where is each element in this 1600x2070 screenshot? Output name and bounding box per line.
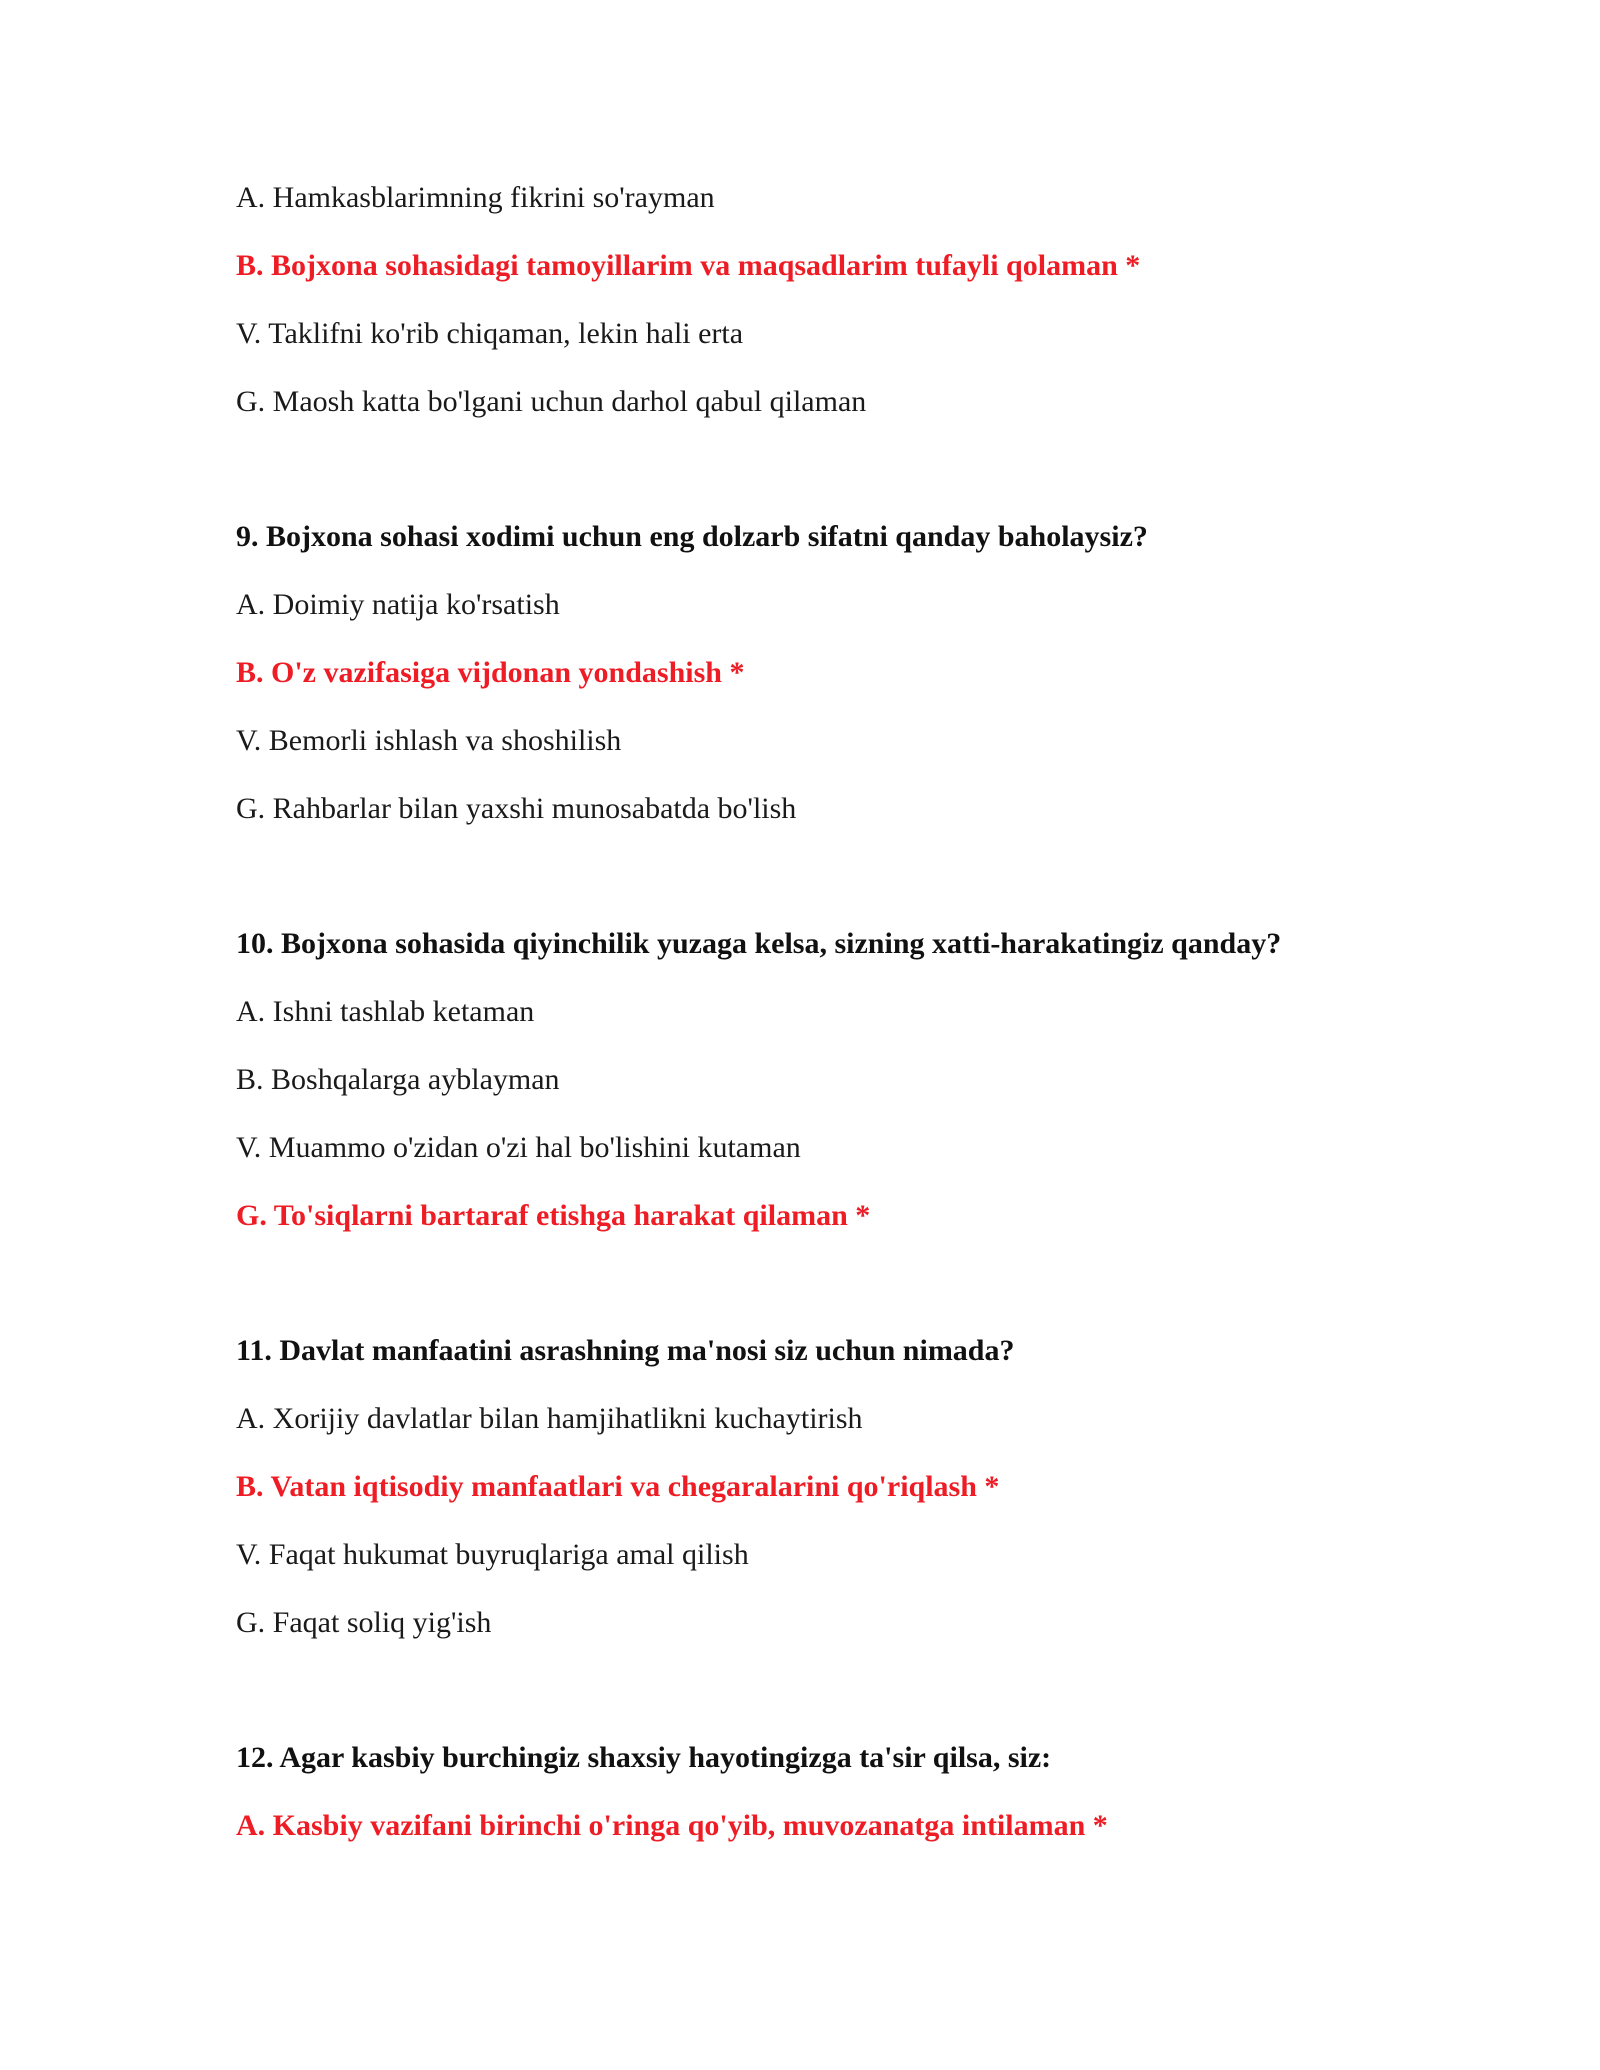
- q8-option-b-correct: B. Bojxona sohasidagi tamoyillarim va maqsadlarim tufayli qolaman *: [236, 249, 1141, 282]
- q11-option-g: G. Faqat soliq yig'ish: [236, 1606, 492, 1639]
- q9-question: 9. Bojxona sohasi xodimi uchun eng dolzarb sifatni qanday baholaysiz?: [236, 520, 1148, 553]
- question-spacer: [236, 1264, 1436, 1331]
- q10-option-v: V. Muammo o'zidan o'zi hal bo'lishini kutaman: [236, 1131, 801, 1164]
- q12-question: 12. Agar kasbiy burchingiz shaxsiy hayotingizga ta'sir qilsa, siz:: [236, 1741, 1052, 1774]
- q11-option-a: A. Xorijiy davlatlar bilan hamjihatlikni kuchaytirish: [236, 1402, 863, 1435]
- quiz-content: [236, 178, 1436, 1874]
- q11-option-b-correct: B. Vatan iqtisodiy manfaatlari va chegaralarini qo'riqlash *: [236, 1470, 1000, 1503]
- q9-option-v: V. Bemorli ishlash va shoshilish: [236, 724, 622, 757]
- question-spacer: [236, 1671, 1436, 1738]
- q8-option-a: A. Hamkasblarimning fikrini so'rayman: [236, 181, 715, 214]
- q8-option-v: V. Taklifni ko'rib chiqaman, lekin hali erta: [236, 317, 744, 350]
- q10-option-g-correct: G. To'siqlarni bartaraf etishga harakat qilaman *: [236, 1199, 871, 1232]
- q10-option-b: B. Boshqalarga ayblayman: [236, 1063, 560, 1096]
- q12-option-a-correct: A. Kasbiy vazifani birinchi o'ringa qo'yib, muvozanatga intilaman *: [236, 1809, 1108, 1842]
- q11-question: 11. Davlat manfaatini asrashning ma'nosi siz uchun nimada?: [236, 1334, 1015, 1367]
- q10-question: 10. Bojxona sohasida qiyinchilik yuzaga kelsa, sizning xatti-harakatingiz qanday?: [236, 927, 1282, 960]
- q9-option-b-correct: B. O'z vazifasiga vijdonan yondashish *: [236, 656, 745, 689]
- q11-option-v: V. Faqat hukumat buyruqlariga amal qilish: [236, 1538, 749, 1571]
- q9-option-g: G. Rahbarlar bilan yaxshi munosabatda bo'lish: [236, 792, 797, 825]
- question-spacer: [236, 857, 1436, 924]
- question-spacer: [236, 450, 1436, 517]
- q10-option-a: A. Ishni tashlab ketaman: [236, 995, 535, 1028]
- q8-option-g: G. Maosh katta bo'lgani uchun darhol qabul qilaman: [236, 385, 867, 418]
- q9-option-a: A. Doimiy natija ko'rsatish: [236, 588, 560, 621]
